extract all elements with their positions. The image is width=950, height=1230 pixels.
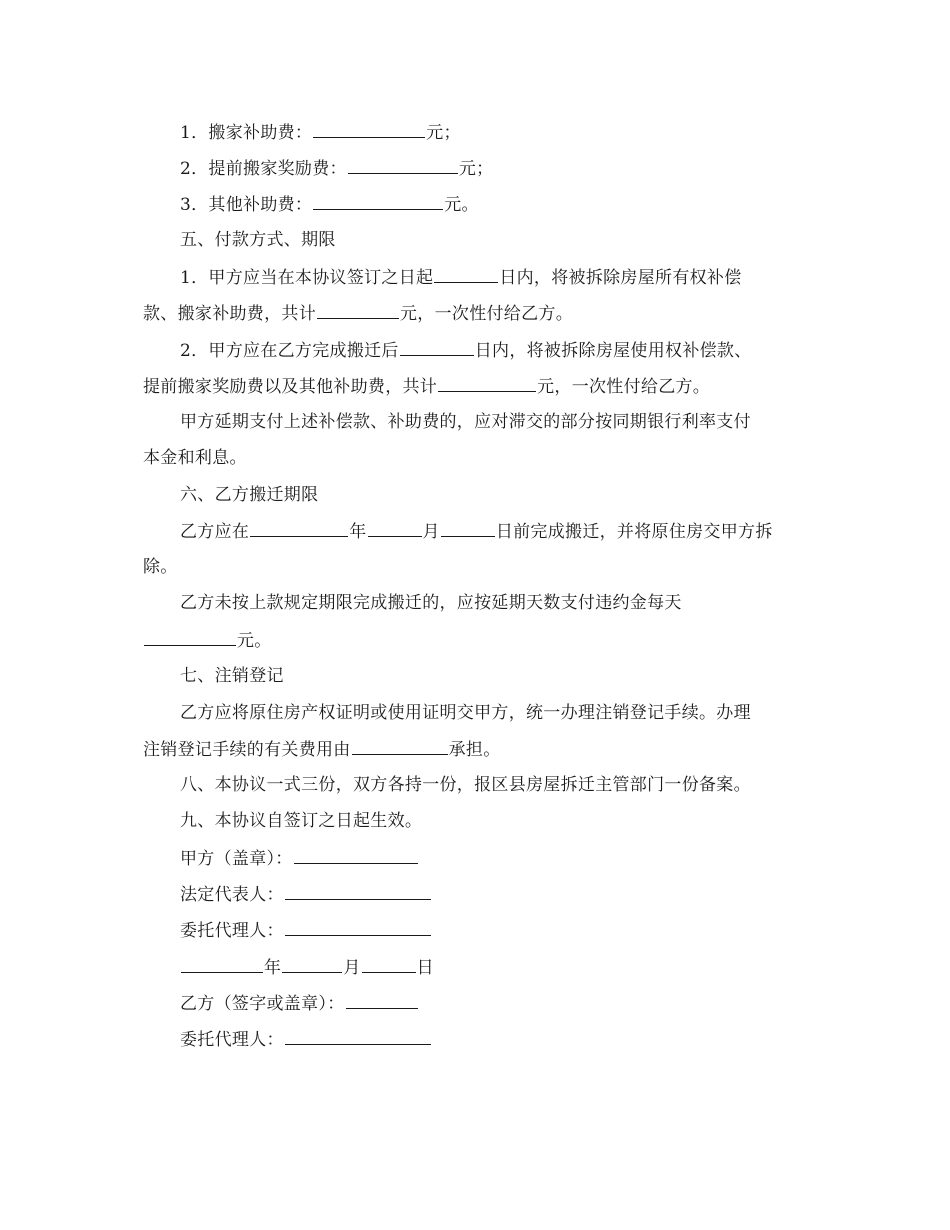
text: 年 xyxy=(264,958,282,978)
signature-date xyxy=(180,955,434,980)
text: 日前完成搬迁，并将原住房交甲方拆 xyxy=(495,522,773,542)
text: 2．甲方应在乙方完成搬迁后 xyxy=(180,341,399,361)
label: 委托代理人： xyxy=(180,1030,284,1050)
item-moving-subsidy xyxy=(180,120,461,145)
text: 乙方应在 xyxy=(180,522,250,542)
month-blank xyxy=(368,519,422,537)
text: 日 xyxy=(416,958,434,978)
paragraph-line: 乙方应将原住房产权证明或使用证明交甲方，统一办理注销登记手续。办理 xyxy=(180,703,751,723)
day-blank xyxy=(362,955,416,973)
label: 委托代理人： xyxy=(180,921,284,941)
text: 月 xyxy=(422,522,440,542)
paragraph-line: 甲方延期支付上述补偿款、补助费的，应对滞交的部分按同期银行利率支付 xyxy=(180,412,751,432)
paragraph-line: 除。 xyxy=(143,557,178,577)
paragraph-line xyxy=(180,265,742,290)
label: 法定代表人： xyxy=(180,885,284,905)
days-blank xyxy=(400,338,474,356)
text: 款、搬家补助费，共计 xyxy=(143,304,316,324)
amount-blank xyxy=(317,301,399,319)
section-heading: 八、本协议一式三份，双方各持一份，报区县房屋拆迁主管部门一份备案。 xyxy=(180,775,751,795)
signature-agent-a xyxy=(180,918,432,943)
month-blank xyxy=(282,955,342,973)
text: 月 xyxy=(343,958,361,978)
penalty-amount-blank xyxy=(144,628,236,646)
section-heading: 九、本协议自签订之日起生效。 xyxy=(180,811,423,831)
signature-blank xyxy=(285,918,431,936)
text: 元。 xyxy=(237,631,272,651)
paragraph-line xyxy=(143,301,573,326)
label: 甲方（盖章）： xyxy=(180,849,293,869)
signature-agent-b xyxy=(180,1027,432,1052)
item-other-subsidy xyxy=(180,192,479,217)
paragraph-line xyxy=(143,737,501,762)
party-blank xyxy=(352,737,448,755)
text: 1．甲方应当在本协议签订之日起 xyxy=(180,268,434,288)
paragraph-line: 乙方未按上款规定期限完成搬迁的，应按延期天数支付违约金每天 xyxy=(180,593,682,613)
amount-blank xyxy=(313,192,443,210)
text: 提前搬家奖励费以及其他补助费，共计 xyxy=(143,377,438,397)
text: 日内，将被拆除房屋所有权补偿 xyxy=(499,268,742,288)
paragraph-line xyxy=(180,519,773,544)
item-suffix: 元。 xyxy=(444,195,479,215)
amount-blank xyxy=(348,156,458,174)
text: 承担。 xyxy=(448,740,501,760)
signature-blank xyxy=(346,991,418,1009)
text: 年 xyxy=(349,522,367,542)
paragraph-line xyxy=(180,338,752,363)
section-heading: 五、付款方式、期限 xyxy=(180,230,336,250)
item-label: 3．其他补助费： xyxy=(180,195,313,215)
signature-blank xyxy=(285,882,431,900)
signature-blank xyxy=(285,1027,431,1045)
item-suffix: 元； xyxy=(426,123,461,143)
year-blank xyxy=(181,955,263,973)
amount-blank xyxy=(438,374,536,392)
text: 日内，将被拆除房屋使用权补偿款、 xyxy=(474,341,752,361)
label: 乙方（签字或盖章）： xyxy=(180,994,345,1014)
text: 元，一次性付给乙方。 xyxy=(400,304,573,324)
signature-legal-rep xyxy=(180,882,432,907)
item-early-moving-reward xyxy=(180,156,493,181)
paragraph-line xyxy=(143,628,272,653)
item-label: 2．提前搬家奖励费： xyxy=(180,159,347,179)
year-blank xyxy=(250,519,348,537)
section-heading: 七、注销登记 xyxy=(180,666,284,686)
paragraph-line: 本金和利息。 xyxy=(143,448,247,468)
item-suffix: 元； xyxy=(458,159,494,179)
paragraph-line xyxy=(143,374,710,399)
text: 元，一次性付给乙方。 xyxy=(537,377,711,397)
signature-party-a xyxy=(180,846,419,871)
signature-blank xyxy=(294,846,418,864)
signature-party-b xyxy=(180,991,419,1016)
days-blank xyxy=(434,265,498,283)
section-heading: 六、乙方搬迁期限 xyxy=(180,485,319,505)
day-blank xyxy=(441,519,495,537)
text: 注销登记手续的有关费用由 xyxy=(143,740,351,760)
amount-blank xyxy=(313,120,425,138)
item-label: 1．搬家补助费： xyxy=(180,123,313,143)
